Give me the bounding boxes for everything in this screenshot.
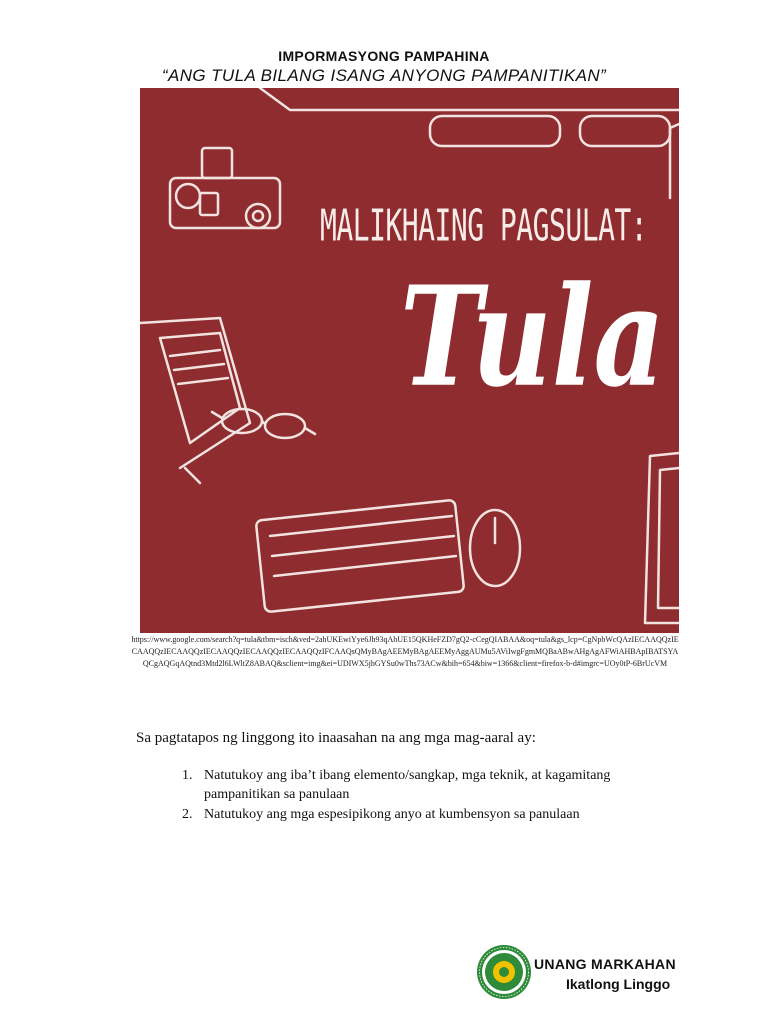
- banner-headline: MALIKHAING PAGSULAT:: [320, 200, 648, 252]
- list-item: [182, 766, 682, 804]
- image-source-url: https://www.google.com/search?q=tula&tbm=isch&ved=2ahUKEwiYye6Jh93qAhUE15QKHeFZD7gQ2-cCegQIABAA&oq=tula&gs_lcp=CgNpbWcQAzIECAAQQzIECAAQQzIECAAQQzIECAAQQzIECAAQQzIECAAQQzIFCAAQsQMyBAgAEEMyBAgAEEMyAggAUMu5AViIwgFgmMQBaABwAHgAgAFWiAHBApIBATSYAQCgAQGqAQtnd3Mtd2l6LWltZ8ABAQ&sclient=img&ei=UDIWX5jhGYSu0wThs73ACw&bih=654&biw=1366&client=firefox-b-d#imgrc=UOy0tP-6BrUcVM: [131, 635, 679, 668]
- page-subtitle: “ANG TULA BILANG ISANG ANYONG PAMPANITIKAN”: [161, 66, 607, 85]
- camera-icon: [170, 148, 280, 228]
- list-number: 2.: [182, 807, 193, 822]
- objective-text: Natutukoy ang iba’t ibang elemento/sangkap, mga teknik, at kagamitang pampanitikan sa panulaan: [204, 768, 611, 802]
- quarter-label: UNANG MARKAHAN: [534, 956, 676, 972]
- open-book-icon: [140, 318, 250, 483]
- tablet-icon: [645, 453, 679, 623]
- week-label: Ikatlong Linggo: [566, 976, 671, 992]
- list-number: 1.: [182, 768, 193, 783]
- page-heading: IMPORMASYONG PAMPAHINA: [278, 48, 490, 64]
- eyeglasses-icon: [212, 409, 315, 438]
- monitor-icon: [260, 88, 679, 146]
- objectives-list: [182, 766, 682, 825]
- objective-text: Natutukoy ang mga espesipikong anyo at kumbensyon sa panulaan: [204, 807, 580, 822]
- list-item: [182, 805, 682, 824]
- banner-word-tula: Tula: [400, 256, 665, 418]
- school-seal-icon: [476, 944, 532, 1000]
- intro-text: Sa pagtatapos ng linggong ito inaasahan na ang mga mag-aaral ay:: [136, 730, 536, 746]
- tula-banner-image: [140, 88, 679, 633]
- mouse-icon: [470, 510, 520, 586]
- keyboard-icon: [256, 500, 465, 612]
